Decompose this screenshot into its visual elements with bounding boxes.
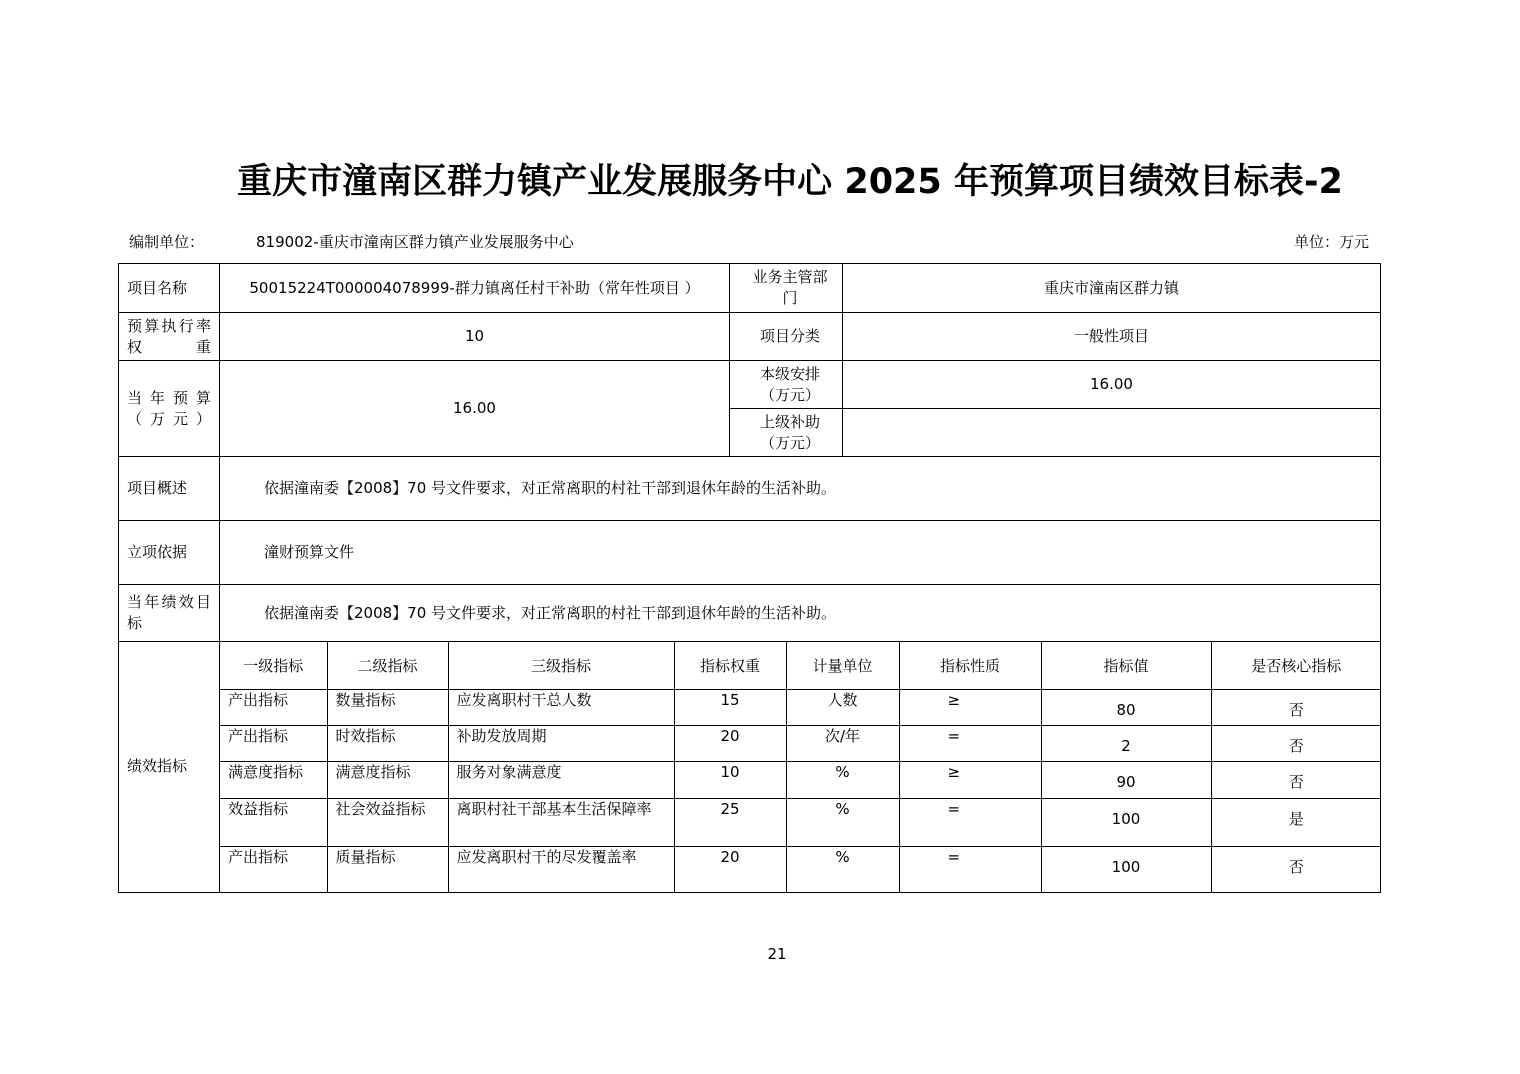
metrics-header-row <box>220 642 1381 690</box>
metric-level1: 满意度指标 <box>220 762 327 799</box>
category-label: 项目分类 <box>730 313 843 361</box>
metric-level2: 质量指标 <box>327 847 448 892</box>
header-weight: 指标权重 <box>674 642 786 690</box>
overview-value: 依据潼南委【2008】70 号文件要求，对正常离职的村社干部到退休年龄的生活补助。 <box>220 457 1381 521</box>
metric-unit: % <box>786 762 899 799</box>
goal-label: 当年绩效目标 <box>119 585 220 642</box>
header-core: 是否核心指标 <box>1211 642 1381 690</box>
metric-value: 2 <box>1041 726 1211 762</box>
header-nature: 指标性质 <box>899 642 1041 690</box>
basis-label: 立项依据 <box>119 521 220 585</box>
overview-label: 项目概述 <box>119 457 220 521</box>
goal-value: 依据潼南委【2008】70 号文件要求，对正常离职的村社干部到退休年龄的生活补助。 <box>220 585 1381 642</box>
metric-unit: % <box>786 847 899 892</box>
perf-label: 绩效指标 <box>119 642 220 893</box>
metric-weight: 20 <box>674 847 786 892</box>
metric-nature: = <box>899 799 1041 847</box>
metric-value: 100 <box>1041 847 1211 892</box>
metric-level3: 应发离职村干总人数 <box>448 690 674 726</box>
budget-label: 当年预算（万元） <box>119 361 220 457</box>
page-number: 21 <box>767 945 787 963</box>
basis-value: 潼财预算文件 <box>220 521 1381 585</box>
performance-table <box>118 263 1381 893</box>
metric-row <box>220 726 1381 762</box>
currency-unit: 单位：万元 <box>1293 233 1369 251</box>
metric-core: 否 <box>1211 726 1381 762</box>
metric-unit: 次/年 <box>786 726 899 762</box>
metric-level2: 满意度指标 <box>327 762 448 799</box>
metric-level1: 产出指标 <box>220 726 327 762</box>
project-name-value: 50015224T000004078999-群力镇离任村干补助（常年性项目 ） <box>220 264 730 313</box>
category-value: 一般性项目 <box>843 313 1381 361</box>
metric-level3: 服务对象满意度 <box>448 762 674 799</box>
header-level1: 一级指标 <box>220 642 327 690</box>
prep-unit <box>129 231 574 252</box>
metric-row <box>220 762 1381 799</box>
budget-value: 16.00 <box>220 361 730 457</box>
header-value: 指标值 <box>1041 642 1211 690</box>
project-name-label: 项目名称 <box>119 264 220 313</box>
dept-value: 重庆市潼南区群力镇 <box>843 264 1381 313</box>
metric-core: 否 <box>1211 690 1381 726</box>
metric-level2: 社会效益指标 <box>327 799 448 847</box>
metric-value: 90 <box>1041 762 1211 799</box>
prep-unit-value: 819002-重庆市潼南区群力镇产业发展服务中心 <box>256 233 574 251</box>
metric-nature: ≥ <box>899 762 1041 799</box>
metric-value: 100 <box>1041 799 1211 847</box>
header-unit: 计量单位 <box>786 642 899 690</box>
header-level2: 二级指标 <box>327 642 448 690</box>
metric-nature: = <box>899 726 1041 762</box>
metric-level2: 时效指标 <box>327 726 448 762</box>
exec-rate-label: 预算执行率权重 <box>119 313 220 361</box>
metric-level1: 效益指标 <box>220 799 327 847</box>
metric-row <box>220 690 1381 726</box>
metric-value: 80 <box>1041 690 1211 726</box>
metrics-cell <box>220 642 1381 893</box>
metric-weight: 15 <box>674 690 786 726</box>
metric-weight: 20 <box>674 726 786 762</box>
metric-level1: 产出指标 <box>220 690 327 726</box>
metric-nature: ≥ <box>899 690 1041 726</box>
metric-level2: 数量指标 <box>327 690 448 726</box>
metric-unit: 人数 <box>786 690 899 726</box>
page-title: 重庆市潼南区群力镇产业发展服务中心 2025 年预算项目绩效目标表-2 <box>237 162 1343 202</box>
metric-level3: 补助发放周期 <box>448 726 674 762</box>
metric-row <box>220 799 1381 847</box>
local-value: 16.00 <box>843 361 1381 409</box>
metric-level3: 离职村社干部基本生活保障率 <box>448 799 674 847</box>
exec-rate-value: 10 <box>220 313 730 361</box>
upper-value <box>843 409 1381 457</box>
metric-row <box>220 847 1381 892</box>
metric-weight: 25 <box>674 799 786 847</box>
metric-core: 否 <box>1211 847 1381 892</box>
metric-core: 否 <box>1211 762 1381 799</box>
metric-unit: % <box>786 799 899 847</box>
metric-level1: 产出指标 <box>220 847 327 892</box>
local-label: 本级安排（万元） <box>730 361 843 409</box>
dept-label: 业务主管部门 <box>730 264 843 313</box>
upper-label: 上级补助（万元） <box>730 409 843 457</box>
metric-level3: 应发离职村干的尽发覆盖率 <box>448 847 674 892</box>
metric-nature: = <box>899 847 1041 892</box>
prep-unit-label: 编制单位： <box>129 233 205 251</box>
header-level3: 三级指标 <box>448 642 674 690</box>
metric-weight: 10 <box>674 762 786 799</box>
metric-core: 是 <box>1211 799 1381 847</box>
metrics-table <box>220 642 1381 892</box>
